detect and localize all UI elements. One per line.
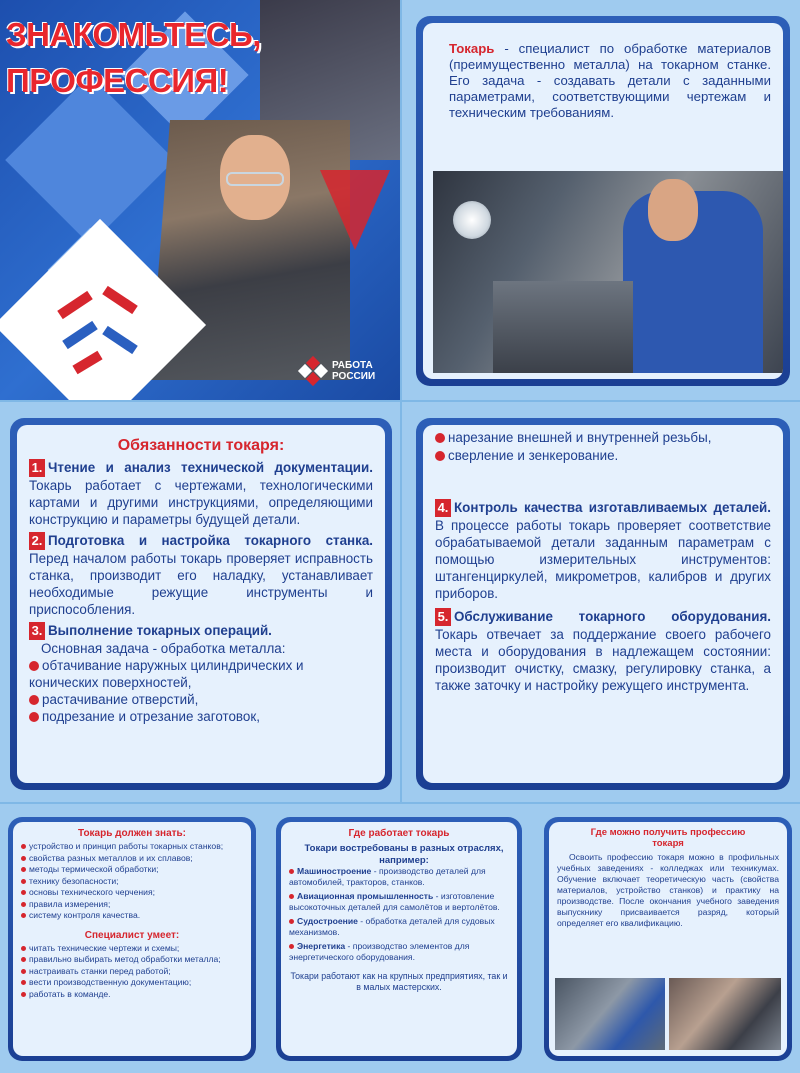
student-photo-1 [555, 978, 665, 1050]
bullet-icon [289, 919, 294, 924]
title-line: ПРОФЕССИЯ! [6, 62, 229, 99]
study-text: Освоить профессию токаря можно в профильных учебных заведениях - колледжах или техникумах. Обучение включает теоретическую часть (свойства материалов, устройство станков) и практику на производстве. После окончания учебного заведения выпускнику присваивается разряд, который определяет его квалификацию. [557, 852, 779, 928]
bullet-icon [289, 894, 294, 899]
list-item: работать в команде. [21, 989, 243, 1001]
list-item: подрезание и отрезание заготовок, [29, 708, 373, 725]
bullet-icon [21, 946, 26, 951]
bullet-icon [21, 890, 26, 895]
list-item: вести производственную документацию; [21, 977, 243, 989]
works-outro: Токари работают как на крупных предприятиях, так и в малых мастерских. [290, 971, 508, 992]
list-item: свойства разных металлов и их сплавов; [21, 853, 243, 865]
list-item: Судостроение - обработка деталей для судовых механизмов. [289, 916, 495, 937]
study-card [544, 817, 792, 1061]
bullet-icon [21, 969, 26, 974]
duties2-card [416, 418, 790, 790]
skills-title: Специалист умеет: [84, 929, 180, 941]
intro-card [416, 16, 790, 386]
list-item: Машиностроение - производство деталей для автомобилей, тракторов, станков. [289, 866, 486, 887]
bullet-icon [29, 712, 39, 722]
knows-list [21, 841, 243, 922]
works-list [289, 866, 509, 963]
list-item: растачивание отверстий, [29, 691, 373, 708]
list-item: сверление и зенкерование. [435, 447, 771, 465]
list-item: методы термической обработки; [21, 864, 243, 876]
duty-item: 3. Выполнение токарных операций. Основная задача - обработка металла: [29, 622, 373, 657]
bullet-icon [289, 869, 294, 874]
goggles-icon [226, 172, 284, 186]
skills-list [21, 943, 243, 1001]
bullet-icon [29, 695, 39, 705]
duties-card [10, 418, 392, 790]
worker-head [648, 179, 698, 241]
list-item: систему контроля качества. [21, 910, 243, 922]
list-item: нарезание внешней и внутренней резьбы, [435, 429, 771, 447]
knows-title: Токарь должен знать: [77, 828, 187, 839]
rabota-emblem-icon [45, 275, 155, 385]
title-line: ЗНАКОМЬТЕСЬ, [6, 16, 261, 53]
hero-panel [0, 0, 400, 400]
bullet-icon [21, 844, 26, 849]
bullet-icon [21, 902, 26, 907]
lamp-icon [453, 201, 491, 239]
duty-item: 5. Обслуживание токарного оборудования. Токарь отвечает за поддержание своего рабочего места и оборудования в надлежащем состоянии: производит очистку, смазку, регулировку станка, а также заточку и настройку режущего инструмента. [435, 609, 771, 693]
bullet-icon [21, 992, 26, 997]
brand-name: РАБОТА РОССИИ [332, 360, 376, 382]
list-item: правильно выбирать метод обработки металла; [21, 954, 243, 966]
operations-list-cont [435, 429, 771, 465]
duties-title: Обязанности токаря: [117, 437, 285, 454]
duty-item: 4. Контроль качества изготавливаемых деталей. В процессе работы токарь проверяет соответствие обрабатываемой детали заданным параметрам с помощью измерительных инструментов: штангенциркулей, микрометров, калибров и других приборов. [435, 500, 771, 601]
turner-photo [433, 171, 783, 373]
operations-list [29, 657, 373, 725]
works-card [276, 817, 522, 1061]
list-item: читать технические чертежи и схемы; [21, 943, 243, 955]
list-item: правила измерения; [21, 899, 243, 911]
bullet-icon [21, 856, 26, 861]
brand-logo [300, 358, 375, 384]
student-photo-2 [669, 978, 781, 1050]
list-item: настраивать станки перед работой; [21, 966, 243, 978]
works-intro: Токари востребованы в разных отраслях, например: [304, 843, 504, 866]
bullet-icon [435, 451, 445, 461]
list-item: обтачивание наружных цилиндрических и конических поверхностей, [29, 658, 304, 690]
bullet-icon [21, 957, 26, 962]
knows-card [8, 817, 256, 1061]
bullet-icon [29, 661, 39, 671]
bullet-icon [21, 879, 26, 884]
rabota-logo-icon [300, 358, 326, 384]
list-item: устройство и принцип работы токарных станков; [21, 841, 243, 853]
duty-item: 2. Подготовка и настройка токарного станка. Перед началом работы токарь проверяет исправность станка, производит его наладку, устанавливает необходимые режущие инструменты и приспособления. [29, 533, 373, 617]
duty-item: 1. Чтение и анализ технической документации. Токарь работает с чертежами, технологическими картами и другими инструкциями, определяющими конструкцию и параметры будущей детали. [29, 460, 373, 527]
bullet-icon [21, 867, 26, 872]
bullet-icon [435, 433, 445, 443]
list-item: Авиационная промышленность - изготовление высокоточных деталей для самолётов и вертолётов. [289, 891, 500, 912]
list-item: Энергетика - производство элементов для энергетического оборудования. [289, 941, 470, 962]
bullet-icon [289, 944, 294, 949]
list-item: технику безопасности; [21, 876, 243, 888]
intro-term: Токарь [449, 41, 495, 56]
works-title: Где работает токарь [348, 828, 450, 839]
page-title [6, 12, 261, 104]
bullet-icon [21, 980, 26, 985]
list-item: основы технического черчения; [21, 887, 243, 899]
intro-text: Токарь - специалист по обработке материалов (преимущественно металла) на токарном станке. Его задача - создавать детали с заданными параметрами, соответствующими чертежам и техническим требованиям. [449, 41, 771, 120]
bullet-icon [21, 913, 26, 918]
study-title: Где можно получить профессию токаря [590, 827, 746, 849]
machine-shape [493, 281, 633, 373]
